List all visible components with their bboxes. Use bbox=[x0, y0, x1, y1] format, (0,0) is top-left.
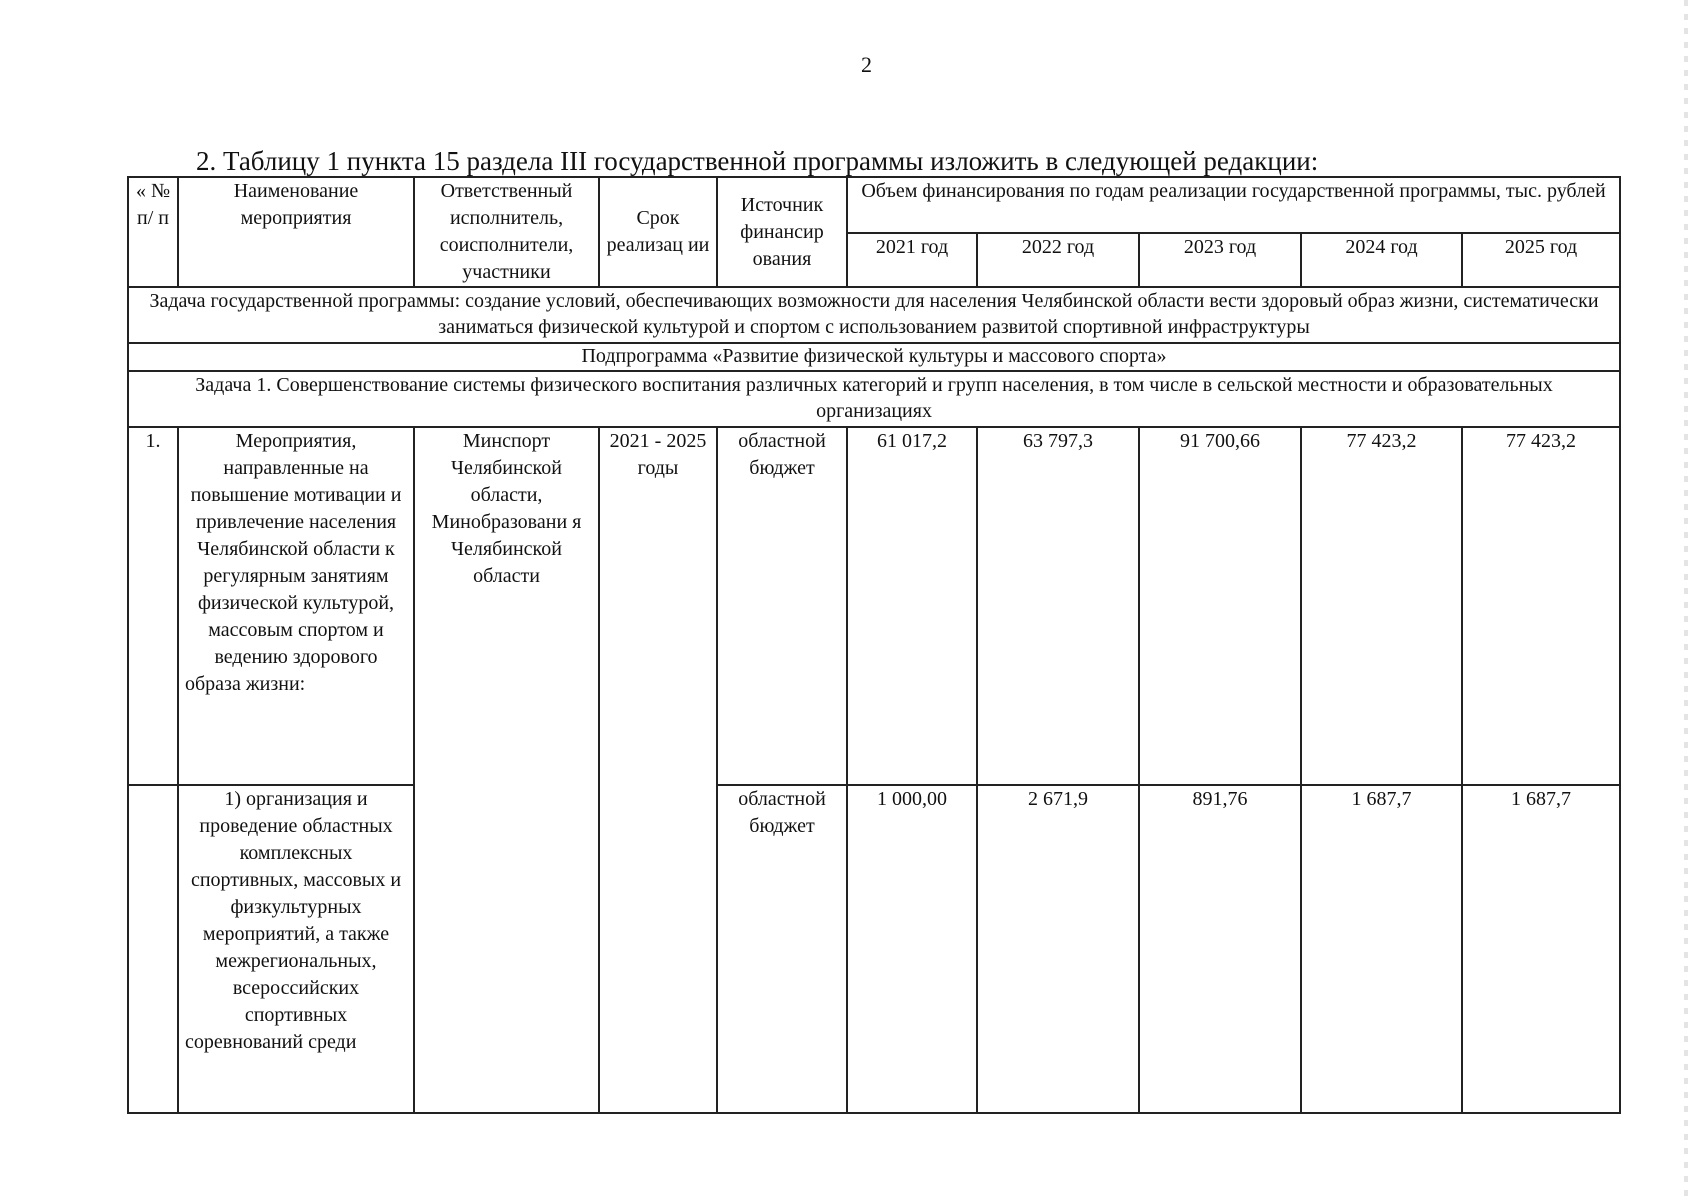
row-term: 2021 - 2025 годы bbox=[599, 427, 717, 1113]
program-task: Задача государственной программы: создание условий, обеспечивающих возможности для населения Челябинской области вести здоровый образ жизни, систематически заниматься физической культурой и спортом с использованием развитой спортивной инфраструктуры bbox=[128, 287, 1620, 343]
row-name: 1) организация и проведение областных комплексных спортивных, массовых и физкультурных мероприятий, а также межрегиональных, всероссийских спортивных соревнований среди bbox=[178, 785, 414, 1113]
value-2023: 91 700,66 bbox=[1139, 427, 1301, 785]
header-executor: Ответственный исполнитель, соисполнители, участники bbox=[414, 177, 599, 287]
table-row bbox=[128, 427, 1620, 785]
task1-title: Задача 1. Совершенствование системы физического воспитания различных категорий и групп населения, в том числе в сельской местности и образовательных организациях bbox=[128, 371, 1620, 427]
subprogram-title: Подпрограмма «Развитие физической культуры и массового спорта» bbox=[128, 343, 1620, 371]
header-source: Источник финансир ования bbox=[717, 177, 847, 287]
value-2025: 1 687,7 bbox=[1462, 785, 1620, 1113]
program-task-row bbox=[128, 287, 1620, 343]
row-source: областной бюджет bbox=[717, 427, 847, 785]
table-row bbox=[128, 785, 1620, 1113]
header-year-2023: 2023 год bbox=[1139, 233, 1301, 287]
row-name: Мероприятия, направленные на повышение мотивации и привлечение населения Челябинской области к регулярным занятиям физической культурой, массовым спортом и ведению здорового образа жизни: bbox=[178, 427, 414, 785]
subprogram-row bbox=[128, 343, 1620, 371]
value-2023: 891,76 bbox=[1139, 785, 1301, 1113]
value-2025: 77 423,2 bbox=[1462, 427, 1620, 785]
row-source: областной бюджет bbox=[717, 785, 847, 1113]
row-number: 1. bbox=[128, 427, 178, 785]
value-2021: 1 000,00 bbox=[847, 785, 977, 1113]
header-year-2021: 2021 год bbox=[847, 233, 977, 287]
value-2022: 2 671,9 bbox=[977, 785, 1139, 1113]
document-heading: 2. Таблицу 1 пункта 15 раздела III государственной программы изложить в следующей редакции: bbox=[196, 146, 1319, 176]
header-funding: Объем финансирования по годам реализации государственной программы, тыс. рублей bbox=[847, 177, 1620, 233]
row-executor: Минспорт Челябинской области, Минобразовани я Челябинской области bbox=[414, 427, 599, 1113]
value-2021: 61 017,2 bbox=[847, 427, 977, 785]
header-num: « № п/ п bbox=[128, 177, 178, 287]
header-year-2025: 2025 год bbox=[1462, 233, 1620, 287]
header-term: Срок реализац ии bbox=[599, 177, 717, 287]
header-row bbox=[128, 177, 1620, 233]
scan-edge-artifact bbox=[1684, 0, 1688, 1200]
header-name: Наименование мероприятия bbox=[178, 177, 414, 287]
value-2024: 1 687,7 bbox=[1301, 785, 1462, 1113]
header-year-2022: 2022 год bbox=[977, 233, 1139, 287]
row-number bbox=[128, 785, 178, 1113]
value-2024: 77 423,2 bbox=[1301, 427, 1462, 785]
funding-table bbox=[127, 176, 1621, 1114]
task1-row bbox=[128, 371, 1620, 427]
page-number: 2 bbox=[861, 52, 872, 77]
header-year-2024: 2024 год bbox=[1301, 233, 1462, 287]
value-2022: 63 797,3 bbox=[977, 427, 1139, 785]
